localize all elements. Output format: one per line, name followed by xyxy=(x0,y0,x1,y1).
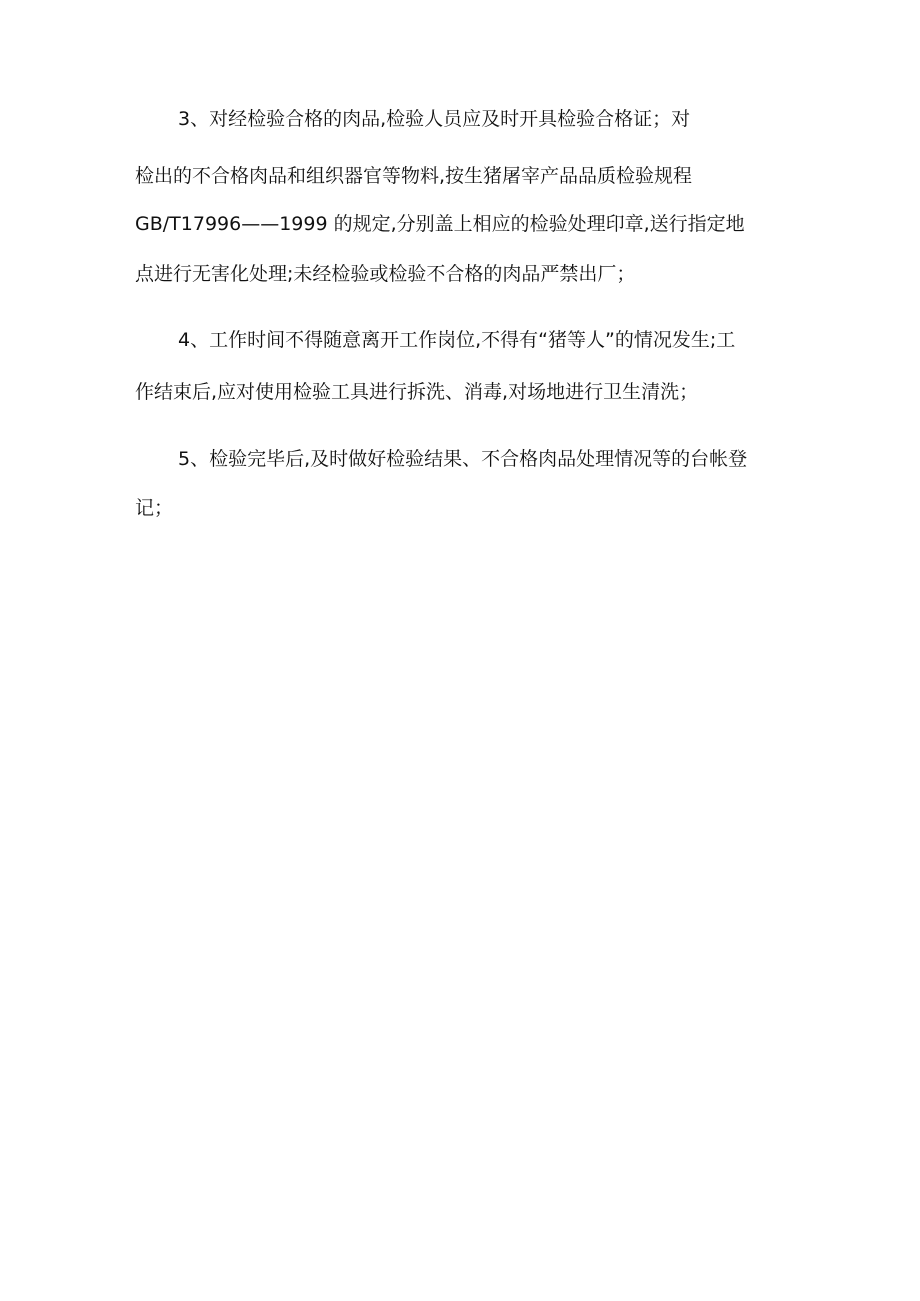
paragraph-line: 5、检验完毕后,及时做好检验结果、不合格肉品处理情况等的台帐登 xyxy=(178,448,748,470)
paragraph-line: 3、对经检验合格的肉品,检验人员应及时开具检验合格证；对 xyxy=(178,108,691,130)
paragraph-line: 检出的不合格肉品和组织器官等物料,按生猪屠宰产品品质检验规程 xyxy=(135,165,693,187)
paragraph-line: GB/T17996——1999 的规定,分别盖上相应的检验处理印章,送行指定地 xyxy=(135,213,745,235)
paragraph-line: 记； xyxy=(135,497,174,519)
paragraph-line: 4、工作时间不得随意离开工作岗位,不得有“猪等人”的情况发生;工 xyxy=(178,329,736,351)
paragraph-line: 点进行无害化处理;未经检验或检验不合格的肉品严禁出厂； xyxy=(135,263,636,285)
paragraph-line: 作结束后,应对使用检验工具进行拆洗、消毒,对场地进行卫生清洗； xyxy=(135,381,699,403)
